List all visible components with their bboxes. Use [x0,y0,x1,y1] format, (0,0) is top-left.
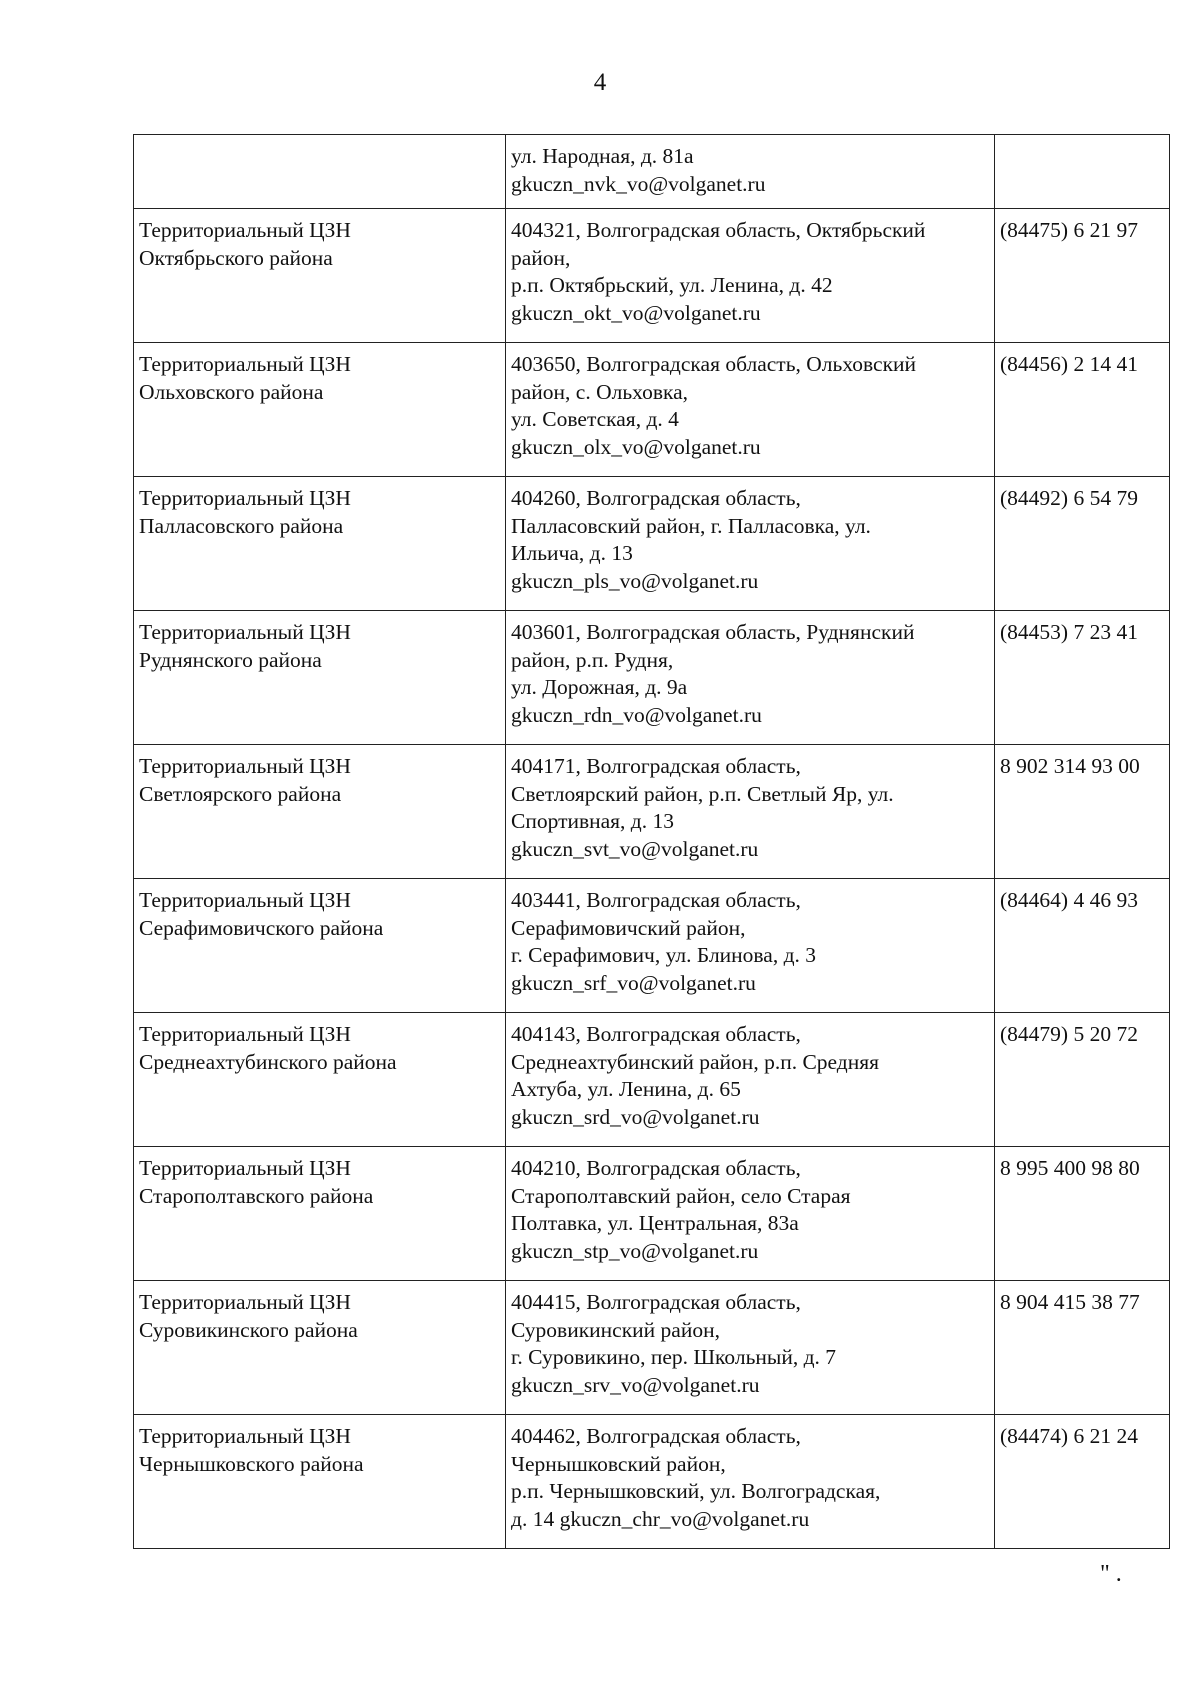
table-row [134,1013,1170,1147]
table-row [134,1281,1170,1415]
center-name-line: Суровикинского района [139,1317,358,1342]
table-body [134,135,1170,1549]
address-line: 404260, Волгоградская область, [511,486,801,510]
address-line: Чернышковский район, [511,1451,726,1476]
address-line: р.п. Чернышковский, ул. Волгоградская, [511,1479,881,1503]
email-line: gkuczn_srv_vo@volganet.ru [511,1372,760,1397]
address-line: ул. Советская, д. 4 [511,407,679,431]
center-name-line: Территориальный ЦЗН [139,1022,351,1046]
center-name-cell [134,343,506,477]
center-name-line: Чернышковского района [139,1451,364,1476]
center-name-cell [134,1147,506,1281]
address-line: 403650, Волгоградская область, Ольховский [511,352,917,376]
address-line: ул. Дорожная, д. 9а [511,675,688,699]
phone-cell: (84475) 6 21 97 [995,209,1170,343]
address-line: Среднеахтубинский район, р.п. Средняя [511,1049,880,1074]
email-line: д. 14 gkuczn_chr_vo@volganet.ru [511,1506,810,1531]
table-row [134,1147,1170,1281]
address-cell [506,209,995,343]
address-line: Серафимовичский район, [511,915,746,940]
address-line: 403441, Волгоградская область, [511,888,801,912]
center-name-line: Территориальный ЦЗН [139,620,351,644]
address-line: 403601, Волгоградская область, Руднянский [511,620,915,644]
table-row [134,209,1170,343]
center-name-line: Среднеахтубинского района [139,1049,397,1074]
center-name-cell [134,1415,506,1549]
center-name-line: Территориальный ЦЗН [139,352,351,376]
email-line: gkuczn_stp_vo@volganet.ru [511,1238,759,1263]
phone-cell: 8 902 314 93 00 [995,745,1170,879]
address-cell [506,343,995,477]
address-line: 404210, Волгоградская область, [511,1156,801,1180]
center-name-line: Палласовского района [139,513,344,538]
center-name-cell [134,611,506,745]
address-line: Палласовский район, г. Палласовка, ул. [511,513,871,538]
address-cell [506,745,995,879]
address-cell [506,1013,995,1147]
address-cell [506,611,995,745]
center-name-line: Территориальный ЦЗН [139,1424,351,1448]
address-line: г. Серафимович, ул. Блинова, д. 3 [511,943,817,967]
email-line: gkuczn_svt_vo@volganet.ru [511,836,759,861]
phone-cell: 8 995 400 98 80 [995,1147,1170,1281]
address-cell [506,1415,995,1549]
table-row [134,1415,1170,1549]
center-name-line: Территориальный ЦЗН [139,1290,351,1314]
phone-cell: (84474) 6 21 24 [995,1415,1170,1549]
address-line: Спортивная, д. 13 [511,809,674,833]
address-line: Старополтавский район, село Старая [511,1183,851,1208]
center-name-line: Серафимовичского района [139,915,384,940]
address-line: 404462, Волгоградская область, [511,1424,801,1448]
address-line: ул. Народная, д. 81а [511,144,694,168]
center-name-line: Территориальный ЦЗН [139,888,351,912]
address-line: 404321, Волгоградская область, Октябрьский [511,218,926,242]
center-name-line: Октябрьского района [139,245,333,270]
address-line: г. Суровикино, пер. Школьный, д. 7 [511,1345,837,1369]
table-row [134,135,1170,209]
center-name-line: Территориальный ЦЗН [139,218,351,242]
phone-cell: (84456) 2 14 41 [995,343,1170,477]
email-line: gkuczn_srd_vo@volganet.ru [511,1104,760,1129]
table-row [134,343,1170,477]
address-line: Ильича, д. 13 [511,541,633,565]
center-name-cell [134,1013,506,1147]
table-row [134,745,1170,879]
phone-cell: (84492) 6 54 79 [995,477,1170,611]
address-line: Светлоярский район, р.п. Светлый Яр, ул. [511,781,894,806]
email-line: gkuczn_pls_vo@volganet.ru [511,568,759,593]
phone-cell: 8 904 415 38 77 [995,1281,1170,1415]
center-name-cell [134,1281,506,1415]
center-name-line: Территориальный ЦЗН [139,754,351,778]
email-line: gkuczn_nvk_vo@volganet.ru [511,171,766,196]
center-name-cell [134,209,506,343]
phone-cell: (84453) 7 23 41 [995,611,1170,745]
center-name-line: Руднянского района [139,647,322,672]
center-name-cell [134,135,506,209]
address-line: 404415, Волгоградская область, [511,1290,801,1314]
table-row [134,611,1170,745]
email-line: gkuczn_srf_vo@volganet.ru [511,970,756,995]
center-name-line: Светлоярского района [139,781,342,806]
center-name-cell [134,879,506,1013]
phone-cell [995,135,1170,209]
address-line: 404143, Волгоградская область, [511,1022,801,1046]
address-cell [506,879,995,1013]
center-name-cell [134,745,506,879]
email-line: gkuczn_olx_vo@volganet.ru [511,434,761,459]
center-name-line: Территориальный ЦЗН [139,486,351,510]
address-line: р.п. Октябрьский, ул. Ленина, д. 42 [511,273,833,297]
address-line: Полтавка, ул. Центральная, 83а [511,1211,799,1235]
table-row [134,477,1170,611]
phone-cell: (84464) 4 46 93 [995,879,1170,1013]
email-line: gkuczn_okt_vo@volganet.ru [511,300,761,325]
employment-centers-table [133,134,1170,1549]
address-line: район, [511,245,571,270]
closing-quote-mark: " . [1100,1561,1122,1587]
email-line: gkuczn_rdn_vo@volganet.ru [511,702,762,727]
center-name-cell [134,477,506,611]
address-cell [506,135,995,209]
address-line: район, с. Ольховка, [511,379,689,404]
address-cell [506,1281,995,1415]
address-cell [506,477,995,611]
address-line: район, р.п. Рудня, [511,647,674,672]
address-line: Ахтуба, ул. Ленина, д. 65 [511,1077,741,1101]
address-cell [506,1147,995,1281]
address-line: Суровикинский район, [511,1317,720,1342]
page-number: 4 [593,69,607,96]
center-name-line: Ольховского района [139,379,324,404]
center-name-line: Территориальный ЦЗН [139,1156,351,1180]
table-row [134,879,1170,1013]
address-line: 404171, Волгоградская область, [511,754,801,778]
phone-cell: (84479) 5 20 72 [995,1013,1170,1147]
center-name-line: Старополтавского района [139,1183,374,1208]
